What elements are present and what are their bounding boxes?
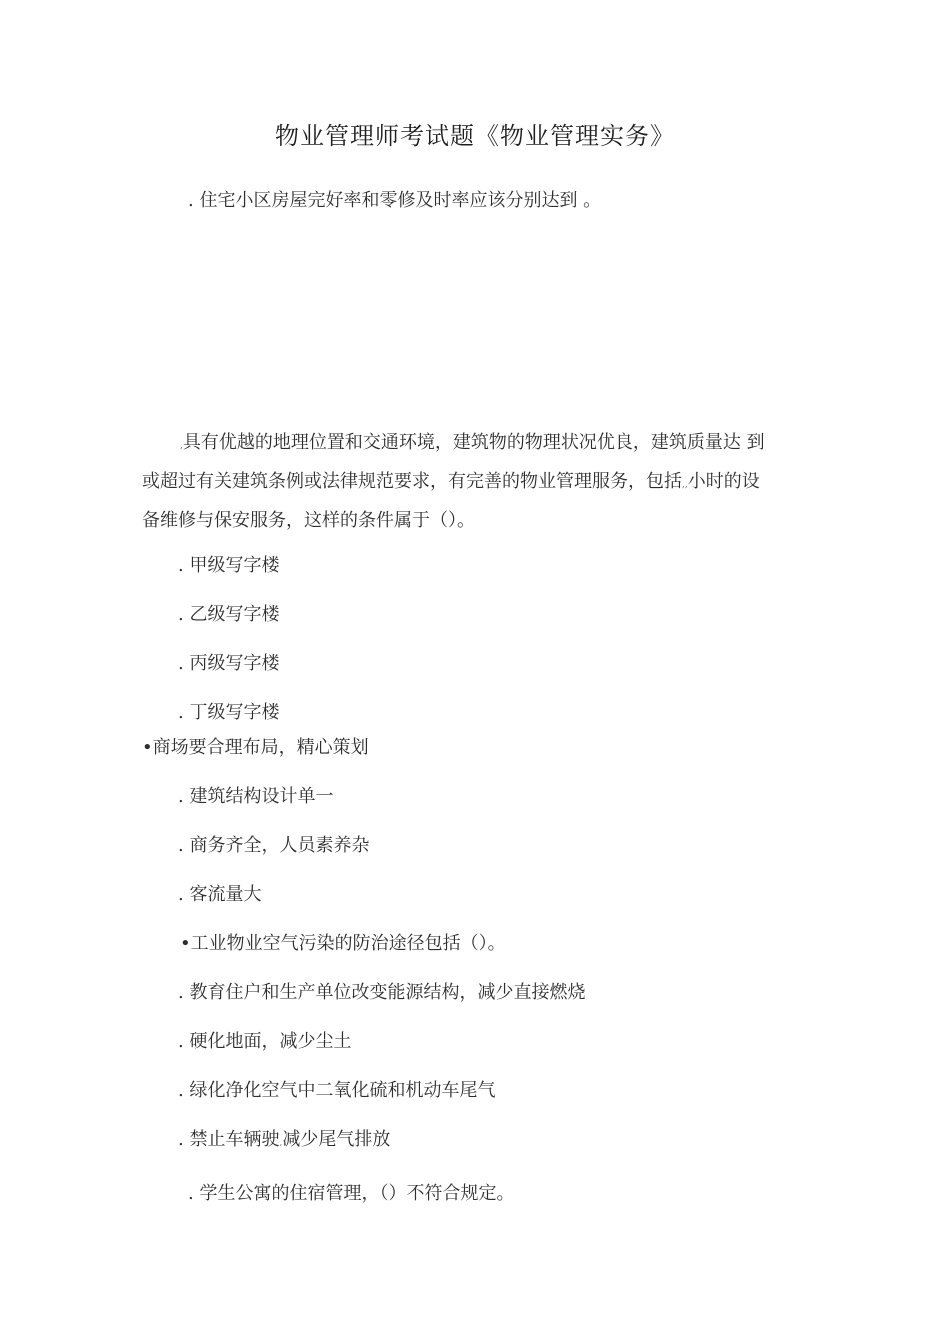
option-d: . 丁级写字楼 xyxy=(178,702,280,723)
option-b: . 商务齐全，人员素养杂 xyxy=(178,835,370,856)
scan-mark: ,, xyxy=(682,480,688,490)
option-c: . 丙级写字楼 xyxy=(178,653,280,674)
option-a: . 教育住户和生产单位改变能源结构，减少直接燃烧 xyxy=(178,982,586,1003)
option-d: . 禁止车辆驶,减少尾气排放 xyxy=(178,1129,391,1150)
question-4: •工业物业空气污染的防治途径包括（）。 xyxy=(180,933,506,954)
question-2-line-1: ,具有优越的地理位置和交通环境，建筑物的物理状况优良，建筑质量达 到 xyxy=(180,432,765,453)
question-2-line-2: 或超过有关建筑条例或法律规范要求，有完善的物业管理服务，包括,,小时的设 xyxy=(142,471,760,492)
question-3: •商场要合理布局，精心策划 xyxy=(142,737,369,758)
scan-mark: , xyxy=(279,1138,283,1148)
question-5: . 学生公寓的住宿管理，（）不符合规定。 xyxy=(188,1183,515,1204)
option-c: . 客流量大 xyxy=(178,884,262,905)
question-2-line-3: 备维修与保安服务，这样的条件属于（）。 xyxy=(142,510,475,531)
option-a: . 甲级写字楼 xyxy=(178,555,280,576)
option-b: . 乙级写字楼 xyxy=(178,604,280,625)
option-a: . 建筑结构设计单一 xyxy=(178,786,334,807)
option-b: . 硬化地面，减少尘土 xyxy=(178,1031,352,1052)
document-title: 物业管理师考试题《物业管理实务》 xyxy=(275,122,675,150)
scan-mark: , xyxy=(180,441,183,451)
question-2-stem xyxy=(142,425,822,538)
option-c: . 绿化净化空气中二氧化硫和机动车尾气 xyxy=(178,1080,496,1101)
question-1: . 住宅小区房屋完好率和零修及时率应该分别达到 。 xyxy=(188,190,602,211)
